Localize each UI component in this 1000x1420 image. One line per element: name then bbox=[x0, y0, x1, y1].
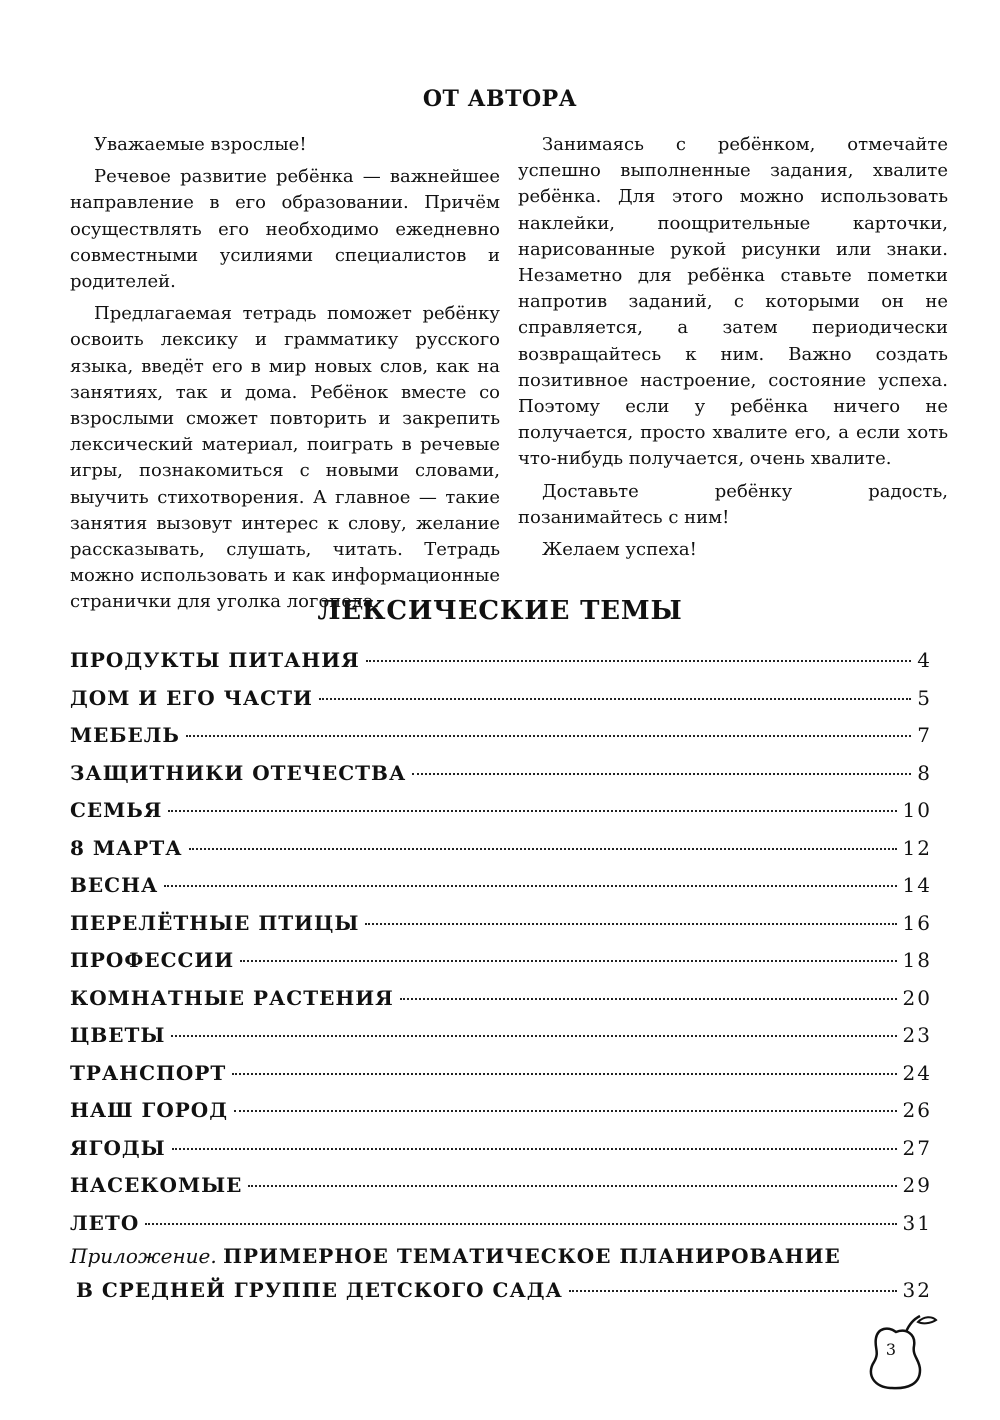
toc-entry-page: 8 bbox=[917, 760, 932, 785]
toc-entry-title: ПЕРЕЛЁТНЫЕ ПТИЦЫ bbox=[70, 910, 360, 935]
toc-entry[interactable] bbox=[70, 686, 932, 724]
toc-entry-title: ЛЕТО bbox=[70, 1210, 140, 1235]
greeting-paragraph: Уважаемые взрослые! bbox=[94, 134, 307, 155]
toc-entry-title: 8 МАРТА bbox=[70, 835, 183, 860]
appendix-page: 32 bbox=[902, 1278, 932, 1302]
toc-leader-dots bbox=[172, 1148, 897, 1150]
author-paragraph: Речевое развитие ребёнка — важнейшее направление в его образовании. Причём осуществлять его необходимо ежедневно совместными усилиями специалистов и родителей. bbox=[70, 166, 500, 293]
appendix-title-line1: ПРИМЕРНОЕ ТЕМАТИЧЕСКОЕ ПЛАНИРОВАНИЕ bbox=[223, 1244, 841, 1268]
toc-entry[interactable] bbox=[70, 836, 932, 874]
toc-appendix-entry[interactable] bbox=[70, 1244, 932, 1302]
toc-entry[interactable] bbox=[70, 723, 932, 761]
toc-entry[interactable] bbox=[70, 798, 932, 836]
toc-entry-page: 31 bbox=[902, 1210, 932, 1235]
toc-entry[interactable] bbox=[70, 1098, 932, 1136]
toc-entry-title: ПРОФЕССИИ bbox=[70, 948, 235, 972]
author-section-title: ОТ АВТОРА bbox=[422, 86, 578, 112]
toc-entry[interactable] bbox=[70, 948, 932, 986]
toc-leader-dots bbox=[248, 1185, 896, 1187]
toc-entry-page: 10 bbox=[902, 798, 932, 822]
toc-entry-title: ВЕСНА bbox=[70, 873, 159, 897]
toc-entry-title: ЯГОДЫ bbox=[70, 1135, 166, 1160]
toc-leader-dots bbox=[232, 1073, 896, 1075]
toc-leader-dots bbox=[189, 848, 897, 850]
toc-entry[interactable] bbox=[70, 1023, 932, 1061]
toc-leader-dots bbox=[400, 998, 897, 1000]
toc-entry-page: 26 bbox=[902, 1098, 932, 1122]
toc-leader-dots bbox=[366, 660, 911, 662]
toc-entry[interactable] bbox=[70, 911, 932, 949]
toc-entry-page: 4 bbox=[917, 648, 932, 672]
toc-entry-title: ЦВЕТЫ bbox=[70, 1023, 166, 1047]
toc-entry-title: ДОМ И ЕГО ЧАСТИ bbox=[70, 685, 313, 710]
toc-entry-title: ПРОДУКТЫ ПИТАНИЯ bbox=[70, 648, 360, 672]
table-of-contents bbox=[70, 648, 932, 1248]
toc-entry-title: ТРАНСПОРТ bbox=[70, 1060, 227, 1085]
toc-entry-page: 14 bbox=[902, 873, 932, 897]
toc-entry-title: НАШ ГОРОД bbox=[70, 1098, 228, 1122]
toc-entry-page: 20 bbox=[902, 985, 932, 1010]
toc-entry-title: СЕМЬЯ bbox=[70, 798, 163, 822]
toc-entry[interactable] bbox=[70, 1061, 932, 1099]
author-paragraph: Занимаясь с ребёнком, отмечайте успешно выполненные задания, хвалите ребёнка. Для этого можно использовать наклейки, поощрительные карточки, нарисованные рукой рисунки или знаки. Незаметно для ребёнка ставьте пометки напротив заданий, с которыми он не справляется, а затем периодически возвращайтесь к ним. Важно создать позитивное настроение, состояние успеха. Поэтому если у ребёнка ничего не получается, просто хвалите его, а если хоть что-нибудь получается, очень хвалите. bbox=[518, 134, 948, 470]
themes-section-title: ЛЕКСИЧЕСКИЕ ТЕМЫ bbox=[317, 596, 683, 626]
toc-entry-page: 24 bbox=[902, 1060, 932, 1085]
toc-entry-page: 16 bbox=[902, 910, 932, 935]
toc-entry[interactable] bbox=[70, 1136, 932, 1174]
closing-paragraph: Желаем успеха! bbox=[542, 539, 697, 561]
toc-entry-title: МЕБЕЛЬ bbox=[70, 723, 180, 747]
toc-entry-page: 7 bbox=[917, 723, 932, 747]
toc-entry-page: 18 bbox=[902, 948, 932, 972]
toc-entry-page: 12 bbox=[902, 835, 932, 860]
toc-leader-dots bbox=[569, 1290, 897, 1292]
toc-leader-dots bbox=[186, 735, 911, 737]
toc-leader-dots bbox=[234, 1110, 897, 1112]
toc-leader-dots bbox=[164, 885, 896, 887]
toc-entry[interactable] bbox=[70, 761, 932, 799]
toc-entry[interactable] bbox=[70, 648, 932, 686]
toc-entry-title: ЗАЩИТНИКИ ОТЕЧЕСТВА bbox=[70, 760, 407, 785]
toc-leader-dots bbox=[145, 1223, 896, 1225]
toc-entry-title: КОМНАТНЫЕ РАСТЕНИЯ bbox=[70, 985, 394, 1010]
toc-entry-page: 29 bbox=[902, 1173, 932, 1197]
author-text-right-column bbox=[518, 132, 948, 569]
toc-entry-title: НАСЕКОМЫЕ bbox=[70, 1173, 243, 1197]
toc-entry[interactable] bbox=[70, 873, 932, 911]
author-paragraph: Доставьте ребёнку радость, позанимайтесь с ним! bbox=[518, 480, 948, 528]
toc-leader-dots bbox=[171, 1035, 896, 1037]
toc-leader-dots bbox=[365, 923, 896, 925]
toc-entry[interactable] bbox=[70, 1173, 932, 1211]
toc-leader-dots bbox=[240, 960, 896, 962]
appendix-title-line2: В СРЕДНЕЙ ГРУППЕ ДЕТСКОГО САДА bbox=[76, 1278, 563, 1302]
author-text-left-column bbox=[70, 132, 500, 622]
toc-entry[interactable] bbox=[70, 1211, 932, 1249]
toc-entry[interactable] bbox=[70, 986, 932, 1024]
toc-leader-dots bbox=[412, 773, 911, 775]
author-paragraph: Предлагаемая тетрадь поможет ребёнку освоить лексику и грамматику русского языка, введёт его в мир новых слов, как на занятиях, так и дома. Ребёнок вместе со взрослыми сможет повторить и закрепить лексический материал, поиграть в речевые игры, познакомиться с новыми словами, выучить стихотворения. А главное — такие занятия вызовут интерес к слову, желание рассказывать, слушать, читать. Тетрадь можно использовать и как информационные странички для уголка логопеда. bbox=[70, 303, 500, 613]
toc-entry-page: 5 bbox=[917, 685, 932, 710]
toc-leader-dots bbox=[319, 698, 911, 700]
toc-leader-dots bbox=[168, 810, 896, 812]
toc-entry-page: 23 bbox=[902, 1023, 932, 1047]
toc-entry-page: 27 bbox=[902, 1135, 932, 1160]
page-number: 3 bbox=[885, 1340, 897, 1359]
appendix-label: Приложение. bbox=[70, 1244, 217, 1268]
